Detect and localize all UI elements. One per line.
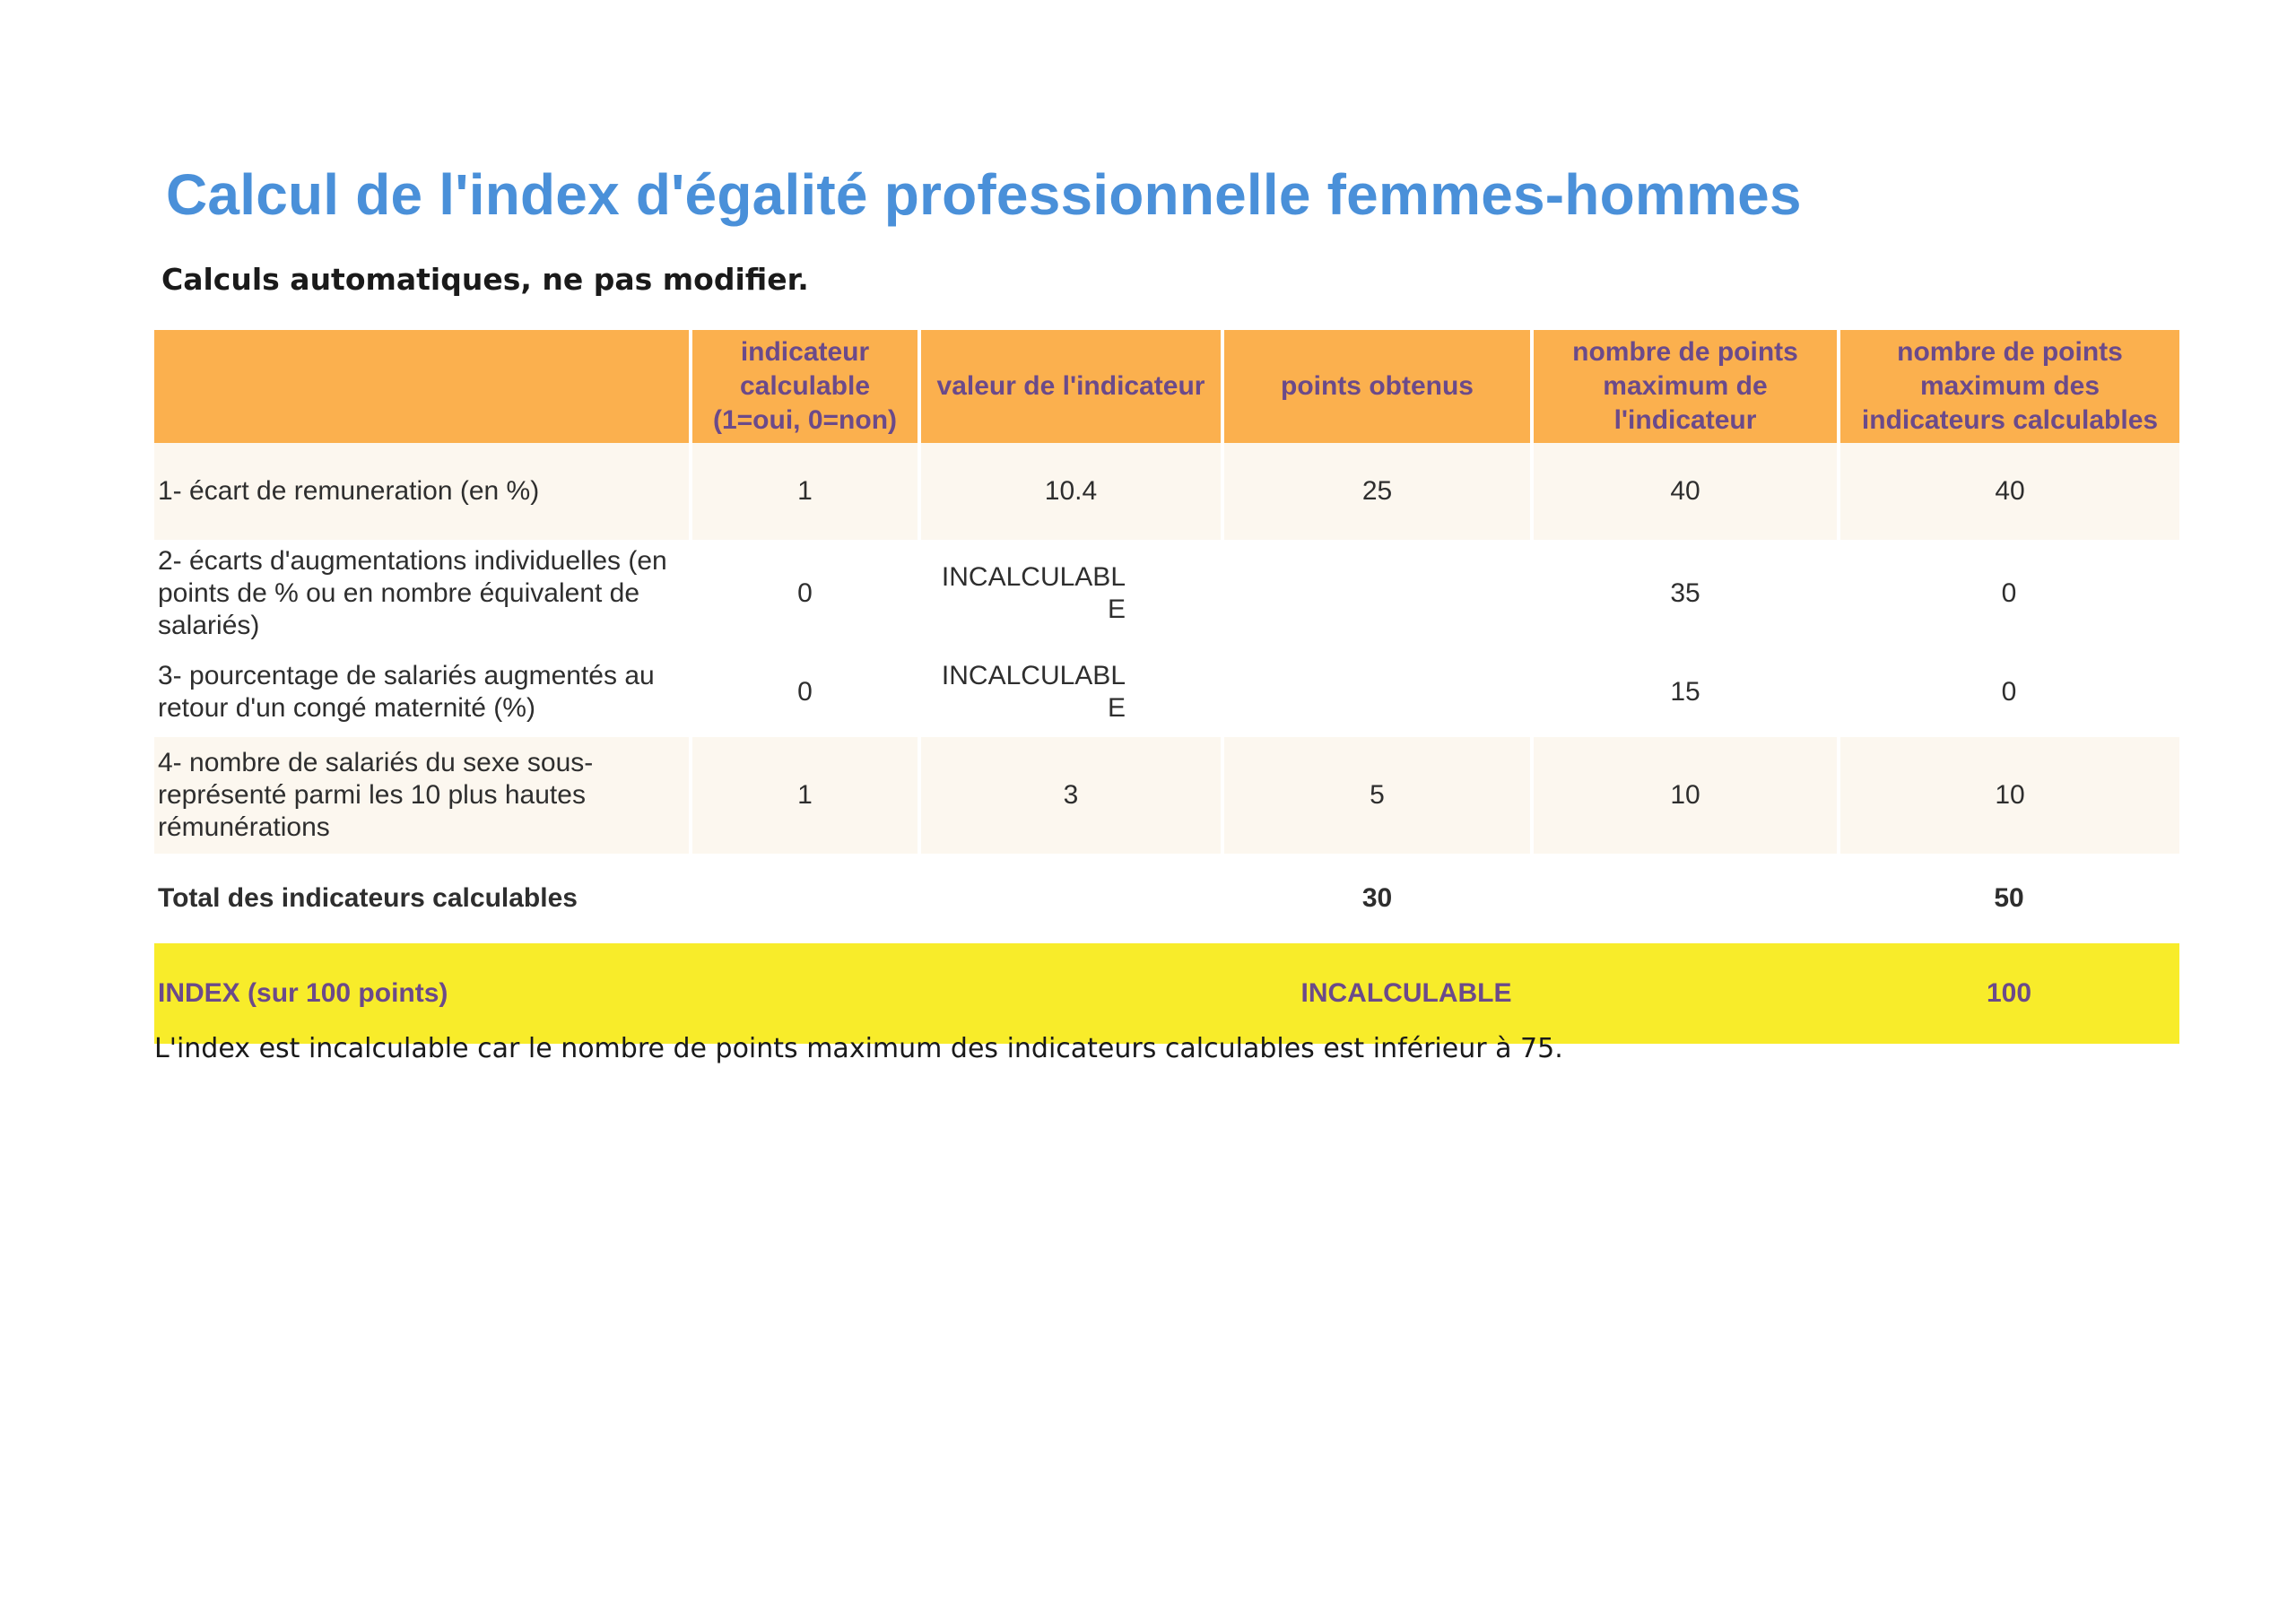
total-points: 30 (1361, 883, 1393, 913)
page-title: Calcul de l'index d'égalité professionnelle femmes-hommes (166, 162, 1802, 227)
table-row (154, 647, 2179, 737)
cell-max-calculables: 0 (2001, 578, 2017, 608)
row-label: 1- écart de remuneration (en %) (154, 443, 691, 540)
header-points-obtenus: points obtenus (1222, 330, 1532, 443)
index-label: INDEX (sur 100 points) (154, 943, 691, 1044)
cell-valeur: INCALCULABLE (941, 661, 1126, 723)
cell-max-calculables: 40 (1839, 443, 2179, 540)
cell-valeur: 10.4 (919, 443, 1222, 540)
index-value: INCALCULABLE (1300, 978, 1512, 1008)
cell-points (1222, 540, 1532, 647)
header-valeur: valeur de l'indicateur (919, 330, 1222, 443)
index-max: 100 (1839, 943, 2179, 1044)
row-label: 3- pourcentage de salariés augmentés au retour d'un congé maternité (%) (158, 661, 655, 723)
total-empty-valeur (919, 854, 1222, 943)
header-calculable: indicateur calculable (1=oui, 0=non) (691, 330, 919, 443)
cell-max-indicateur: 35 (1670, 578, 1700, 608)
table-row (154, 540, 2179, 647)
total-max-calculables: 50 (1994, 883, 2024, 913)
cell-max-indicateur: 10 (1532, 737, 1839, 854)
cell-points: 25 (1222, 443, 1532, 540)
header-max-calculables: nombre de points maximum des indicateurs calculables (1839, 330, 2179, 443)
row-label: 4- nombre de salariés du sexe sous-représenté parmi les 10 plus hautes rémunérations (154, 737, 691, 854)
cell-calculable: 0 (797, 578, 813, 608)
cell-max-calculables: 10 (1839, 737, 2179, 854)
cell-valeur: 3 (919, 737, 1222, 854)
header-max-indicateur: nombre de points maximum de l'indicateur (1532, 330, 1839, 443)
index-empty-max-indicateur (1532, 943, 1839, 1044)
index-empty-valeur (919, 943, 1222, 1044)
total-row (154, 854, 2179, 943)
cell-valeur: INCALCULABLE (941, 562, 1126, 624)
cell-points: 5 (1222, 737, 1532, 854)
total-empty-max-indicateur (1532, 854, 1839, 943)
cell-calculable: 0 (797, 677, 813, 707)
index-note: L'index est incalculable car le nombre de points maximum des indicateurs calculables est inférieur à 75. (154, 1033, 1563, 1064)
index-table (154, 330, 2179, 1044)
total-empty-calculable (691, 854, 919, 943)
cell-max-indicateur: 40 (1532, 443, 1839, 540)
cell-points (1222, 647, 1532, 737)
table-row (154, 443, 2179, 540)
table-header-row (154, 330, 2179, 443)
table-row (154, 737, 2179, 854)
total-label: Total des indicateurs calculables (158, 883, 578, 913)
header-blank (154, 330, 691, 443)
index-row (154, 943, 2179, 1044)
index-empty-calculable (691, 943, 919, 1044)
cell-calculable: 1 (691, 443, 919, 540)
cell-calculable: 1 (691, 737, 919, 854)
cell-max-calculables: 0 (2001, 677, 2017, 707)
cell-max-indicateur: 15 (1670, 677, 1700, 707)
index-value-cell (1222, 943, 1532, 1044)
page-subtitle: Calculs automatiques, ne pas modifier. (161, 262, 809, 297)
row-label: 2- écarts d'augmentations individuelles (en points de % ou en nombre équivalent de salariés) (158, 546, 667, 640)
